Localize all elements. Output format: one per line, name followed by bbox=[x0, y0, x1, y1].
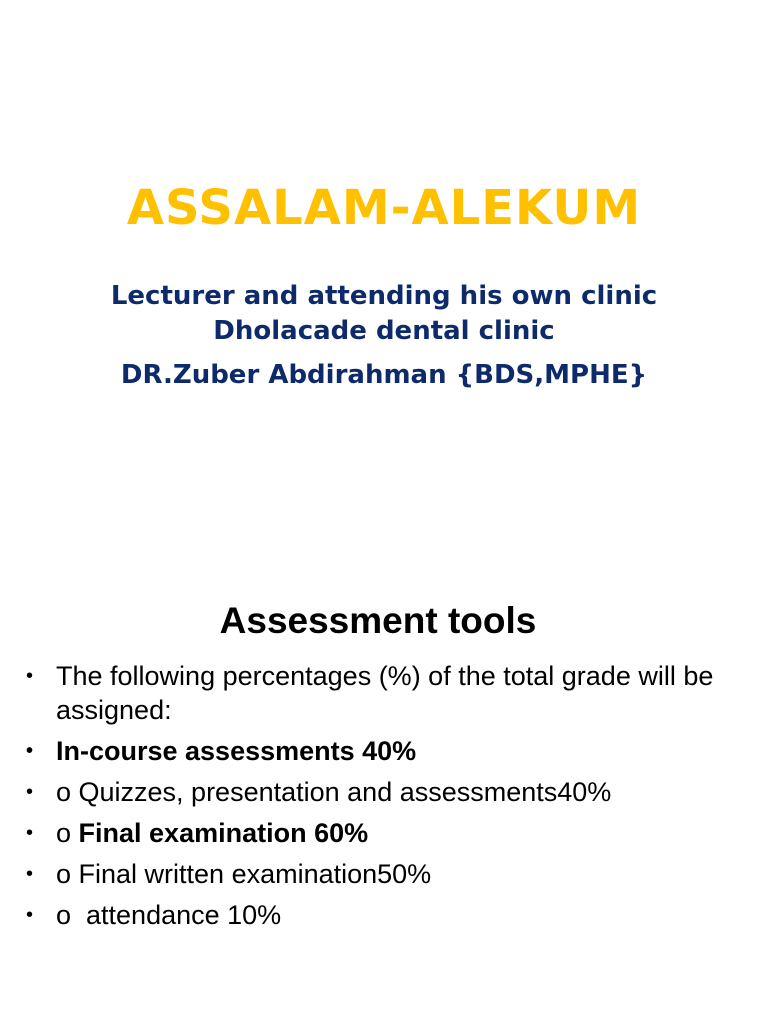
bullet-icon: • bbox=[26, 863, 34, 885]
greeting-heading: ASSALAM-ALEKUM bbox=[126, 180, 642, 236]
bullet-icon: • bbox=[26, 781, 34, 803]
assessment-slide bbox=[0, 512, 768, 1024]
list-item bbox=[26, 734, 736, 768]
list-item-text: Final examination 60% bbox=[78, 818, 369, 848]
bullet-icon: • bbox=[26, 665, 34, 687]
list-item-text: The following percentages (%) of the total grade will be assigned: bbox=[56, 661, 714, 725]
assessment-list bbox=[26, 659, 736, 939]
list-item bbox=[26, 857, 736, 891]
list-item-text: In-course assessments 40% bbox=[56, 736, 417, 766]
assessment-title: Assessment tools bbox=[219, 600, 537, 641]
doctor-name-line: DR.Zuber Abdirahman {BDS,MPHE} bbox=[120, 360, 648, 390]
list-item bbox=[26, 775, 736, 809]
bullet-icon: • bbox=[26, 822, 34, 844]
list-item-text: o Final written examination50% bbox=[56, 859, 432, 889]
bullet-icon: • bbox=[26, 904, 34, 926]
clinic-line: Dholacade dental clinic bbox=[213, 316, 555, 346]
list-item-prefix: o bbox=[56, 818, 79, 848]
list-item-text: o attendance 10% bbox=[56, 900, 282, 930]
list-item bbox=[26, 898, 736, 932]
list-item bbox=[26, 816, 736, 850]
bullet-icon: • bbox=[26, 740, 34, 762]
list-item bbox=[26, 659, 736, 727]
list-item-text: o Quizzes, presentation and assessments40% bbox=[56, 777, 612, 807]
lecturer-line: Lecturer and attending his own clinic bbox=[110, 281, 658, 311]
